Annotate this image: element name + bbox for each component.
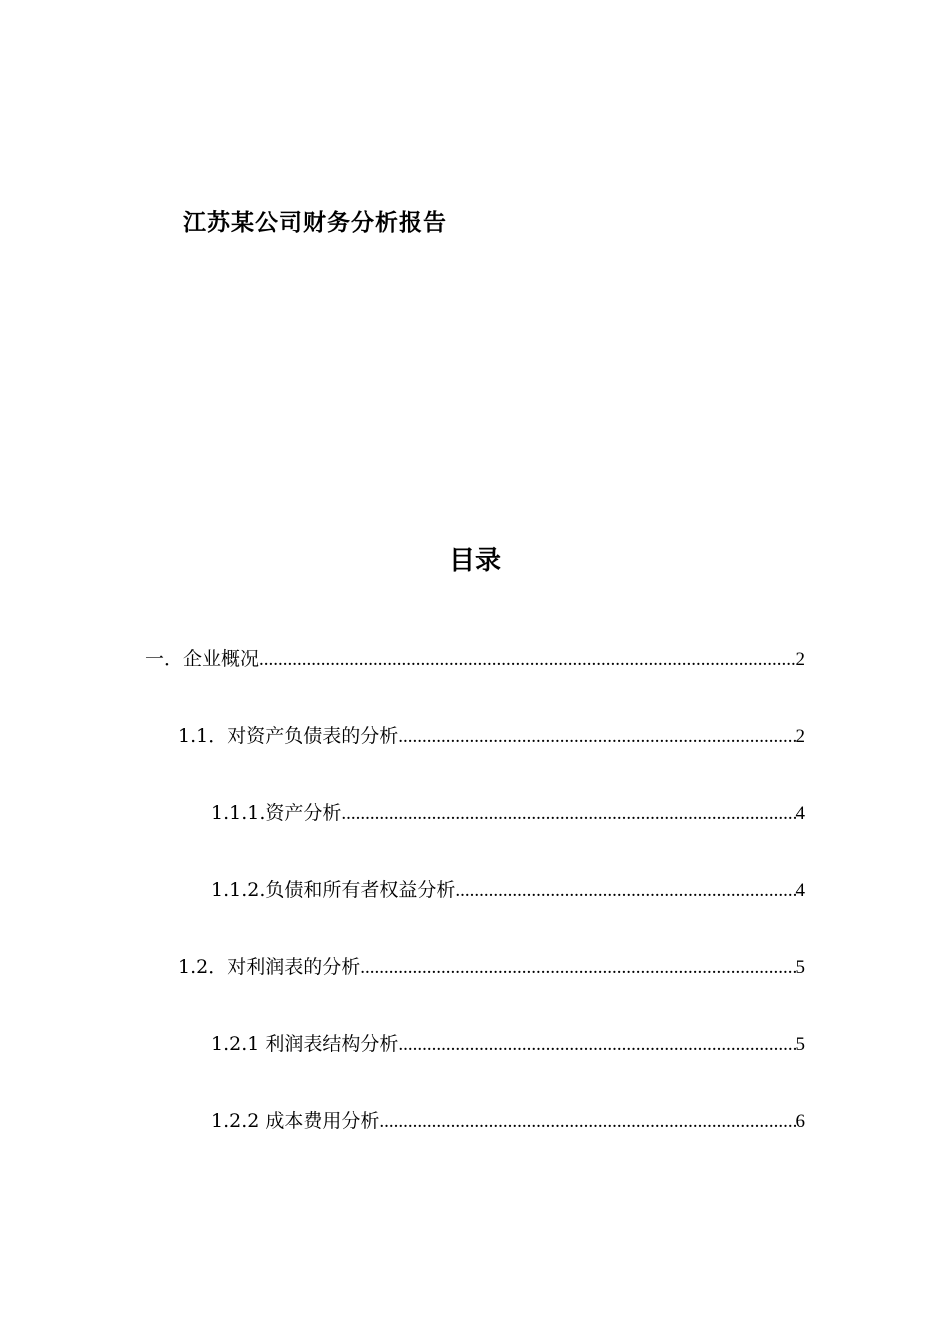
toc-entry-income-structure-analysis[interactable] [211,1029,805,1057]
toc-entry-balance-sheet-analysis[interactable] [178,721,805,749]
toc-entry-label: 1.1．对资产负债表的分析 [178,725,399,747]
toc-entry-label: 1.2.1 利润表结构分析 [211,1033,399,1055]
toc-dot-leader [360,957,795,979]
toc-dot-leader [398,1034,795,1056]
toc-page-number: 6 [795,1111,805,1132]
toc-entry-label: 一．企业概况 [145,648,260,670]
toc-page-number: 2 [795,726,805,747]
toc-entry-income-statement-analysis[interactable] [178,952,805,980]
toc-page-number: 4 [795,803,805,824]
toc-page-number: 5 [795,957,805,978]
toc-dot-leader [455,880,795,902]
toc-dot-leader [259,649,795,671]
toc-page-number: 5 [795,1034,805,1055]
toc-dot-leader [398,726,795,748]
toc-entry-label: 1.1.1.资产分析 [211,802,342,824]
toc-entry-label: 1.2.2 成本费用分析 [211,1110,380,1132]
toc-page-number: 2 [795,649,805,670]
toc-dot-leader [379,1111,795,1133]
toc-entry-label: 1.2．对利润表的分析 [178,956,361,978]
toc-entry-company-overview[interactable] [145,644,805,672]
toc-dot-leader [341,803,795,825]
toc-page-number: 4 [795,880,805,901]
toc-entry-cost-expense-analysis[interactable] [211,1106,805,1134]
toc-entry-liabilities-equity-analysis[interactable] [211,875,805,903]
document-title: 江苏某公司财务分析报告 [183,209,447,236]
toc-entry-label: 1.1.2.负债和所有者权益分析 [211,879,456,901]
toc-heading: 目录 [448,546,501,576]
toc-entry-asset-analysis[interactable] [211,798,805,826]
